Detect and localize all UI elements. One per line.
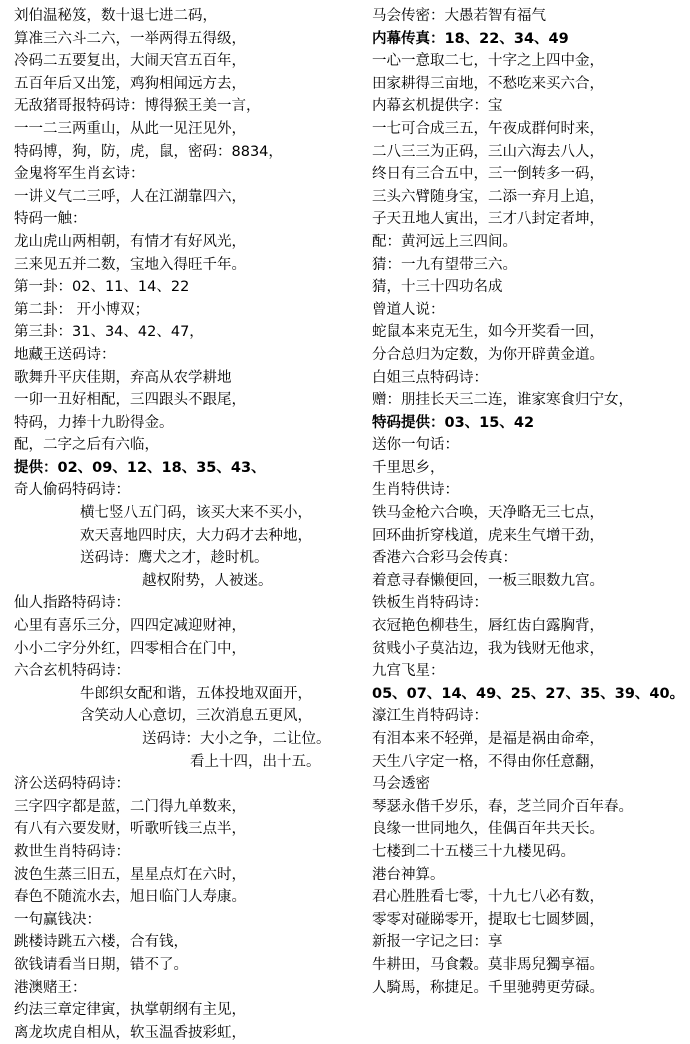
right-text-line: 配：黄河远上三四间。 (372, 233, 517, 250)
left-text-line: 第二卦： 开小博双； (14, 301, 150, 318)
right-text-line: 送你一句话： (372, 437, 459, 454)
right-text-line: 特码提供：03、15、42 (372, 414, 535, 431)
left-text-line: 济公送码特码诗： (14, 776, 130, 793)
left-text-line: 送码诗：大小之争，二让位。 (142, 731, 331, 747)
right-column (372, 5, 688, 999)
right-text-line: 香港六合彩马会传真： (372, 550, 517, 567)
left-column (14, 5, 354, 1044)
right-text-line: 铁板生肖特码诗： (372, 595, 488, 612)
right-text-line: 田家耕得三亩地，不愁吃来买六合， (372, 75, 604, 92)
left-text-line: 配，二字之后有六临， (14, 437, 159, 454)
left-text-line: 波色生蒸三旧五，星星点灯在六时， (14, 866, 246, 883)
right-text-line: 一心一意取二七，十字之上四中金， (372, 53, 604, 70)
right-text-line: 蛇鼠本来克无生，如今开奖看一回， (372, 324, 604, 341)
right-text-line: 人騎馬，称捷足。千里驰骋更劳碌。 (372, 979, 604, 996)
left-text-line: 无敌猪哥报特码诗：博得猴王美一言， (14, 98, 261, 115)
right-text-line: 回环曲折穿栈道，虎来生气增干劲， (372, 527, 604, 544)
right-text-line: 内幕传真：18、22、34、49 (372, 30, 569, 47)
left-text-line: 五百年后又出笼，鸡狗相闻远方去， (14, 75, 246, 92)
left-text-line: 算准三六斗二六，一举两得五得级， (14, 30, 246, 47)
right-text-line: 君心胜胜看七零，十九七八必有数， (372, 889, 604, 906)
left-text-line: 一一二三两重山，从此一见汪见外， (14, 120, 246, 137)
left-text-line: 金鬼将军生肖玄诗： (14, 166, 145, 183)
right-text-line: 猜：一九有望带三六。 (372, 256, 517, 273)
left-text-line: 歌舞升平庆佳期，弃高从农学耕地 (14, 369, 232, 386)
right-text-line: 05、07、14、49、25、27、35、39、40。 (372, 685, 685, 702)
left-text-line: 特码博，狗，防，虎，鼠，密码：8834， (14, 143, 283, 160)
right-text-line: 三头六臂随身宝，二添一弃月上追， (372, 188, 604, 205)
left-text-line: 特码，力捧十九盼得金。 (14, 414, 174, 431)
right-text-line: 赠：朋挂长天三二连，谁家寒食归宁女， (372, 392, 633, 409)
left-text-line: 看上十四，出十五。 (190, 753, 321, 770)
left-text-line: 欲钱请看当日期，错不了。 (14, 956, 188, 973)
right-text-line: 马会传密：大愚若智有福气 (372, 8, 546, 24)
left-text-line: 第一卦：02、11、14、22 (14, 279, 190, 296)
right-text-line: 终日有三合五中，三一倒转多一码， (372, 166, 604, 183)
right-text-line: 铁马金枪六合唤，天净略无三七点， (372, 505, 604, 522)
right-text-line: 千里思乡， (372, 459, 445, 476)
right-text-line: 曾道人说： (372, 301, 445, 318)
right-text-line: 牛耕田，马食穀。莫非馬兒獨享福。 (372, 956, 604, 973)
right-text-line: 有泪本来不轻弹，是福是祸由命牵， (372, 731, 604, 747)
right-text-line: 生肖特供诗： (372, 482, 459, 499)
left-text-line: 刘伯温秘笈，数十退七进二码， (14, 8, 217, 24)
left-text-line: 龙山虎山两相朝，有情才有好风光， (14, 233, 246, 250)
right-text-line: 一七可合成三五，午夜成群何时来， (372, 120, 604, 137)
left-text-line: 含笑动人心意切，三次消息五更风， (80, 708, 312, 725)
left-text-line: 春色不随流水去，旭日临门人寿康。 (14, 889, 246, 906)
left-text-line: 约法三章定律寅，执掌朝纲有主见， (14, 1002, 246, 1019)
left-text-line: 救世生肖特码诗： (14, 843, 130, 860)
right-text-line: 马会透密 (372, 776, 430, 793)
right-text-line: 天生八字定一格，不得由你任意翻， (372, 753, 604, 770)
right-text-line: 分合总归为定数，为你开辟黄金道。 (372, 346, 604, 363)
right-text-line: 衣冠艳色柳巷生，唇红齿白露胸背， (372, 618, 604, 635)
left-text-line: 三字四字都是蓝，二门得九单数来， (14, 798, 246, 815)
left-text-line: 一卯一丑好相配，三四跟头不跟尾， (14, 392, 246, 409)
right-text-line: 良缘一世同地久，佳偶百年共天长。 (372, 821, 604, 838)
right-text-line: 内幕玄机提供字：宝 (372, 98, 503, 115)
left-text-line: 横七竖八五门码，该买大来不买小， (80, 505, 312, 522)
left-text-line: 地藏王送码诗： (14, 346, 116, 363)
left-text-line: 港澳赌王： (14, 979, 87, 996)
left-text-line: 跳楼诗跳五六楼，合有钱， (14, 934, 188, 951)
right-text-line: 七楼到二十五楼三十九楼见码。 (372, 843, 575, 860)
left-text-line: 第三卦：31、34、42、47， (14, 324, 204, 341)
right-text-line: 贫贱小子莫沾边，我为钱财无他求， (372, 640, 604, 657)
right-text-line: 新报一字记之曰：享 (372, 934, 503, 951)
right-text-line: 二八三三为正码，三山六海去八人， (372, 143, 604, 160)
left-text-line: 三来见五并二数，宝地入得旺千年。 (14, 256, 246, 273)
left-text-line: 仙人指路特码诗： (14, 595, 130, 612)
right-text-line: 猜，十三十四功名成 (372, 279, 503, 296)
right-text-line: 琴瑟永偕千岁乐，春，芝兰同介百年春。 (372, 798, 633, 815)
left-text-line: 奇人偷码特码诗： (14, 482, 130, 499)
right-text-line: 白姐三点特码诗： (372, 369, 488, 386)
right-text-line: 港台神算。 (372, 866, 445, 883)
left-text-line: 有八有六要发财，听歌听钱三点半， (14, 821, 246, 838)
left-text-line: 心里有喜乐三分，四四定减迎财神， (14, 618, 246, 635)
left-text-line: 冷码二五要复出，大闹天宫五百年， (14, 53, 246, 70)
right-text-line: 濠江生肖特码诗： (372, 708, 488, 725)
right-text-line: 九宫飞星： (372, 663, 445, 680)
left-text-line: 六合玄机特码诗： (14, 663, 130, 680)
left-text-line: 特码一触： (14, 211, 87, 228)
left-text-line: 越权附势，人被迷。 (142, 572, 273, 589)
left-text-line: 牛郎织女配和谐，五体投地双面开， (80, 685, 312, 702)
right-text-line: 子天丑地人寅出，三才八封定者坤， (372, 211, 604, 228)
left-text-line: 小小二字分外红，四零相合在门中， (14, 640, 246, 657)
left-text-line: 送码诗：鹰犬之才，趁时机。 (80, 550, 269, 567)
left-text-line: 一句赢钱决： (14, 911, 101, 928)
right-text-line: 零零对碰睇零开，提取七七圆梦圆， (372, 911, 604, 928)
left-text-line: 离龙坎虎自相从，软玉温香披彩虹， (14, 1024, 246, 1041)
left-text-line: 提供：02、09、12、18、35、43、 (14, 459, 266, 476)
right-text-line: 着意寻春懒便回，一板三眼数九宫。 (372, 572, 604, 589)
left-text-line: 欢天喜地四时庆，大力码才去种地， (80, 527, 312, 544)
left-text-line: 一讲义气二三呼，人在江湖靠四六， (14, 188, 246, 205)
